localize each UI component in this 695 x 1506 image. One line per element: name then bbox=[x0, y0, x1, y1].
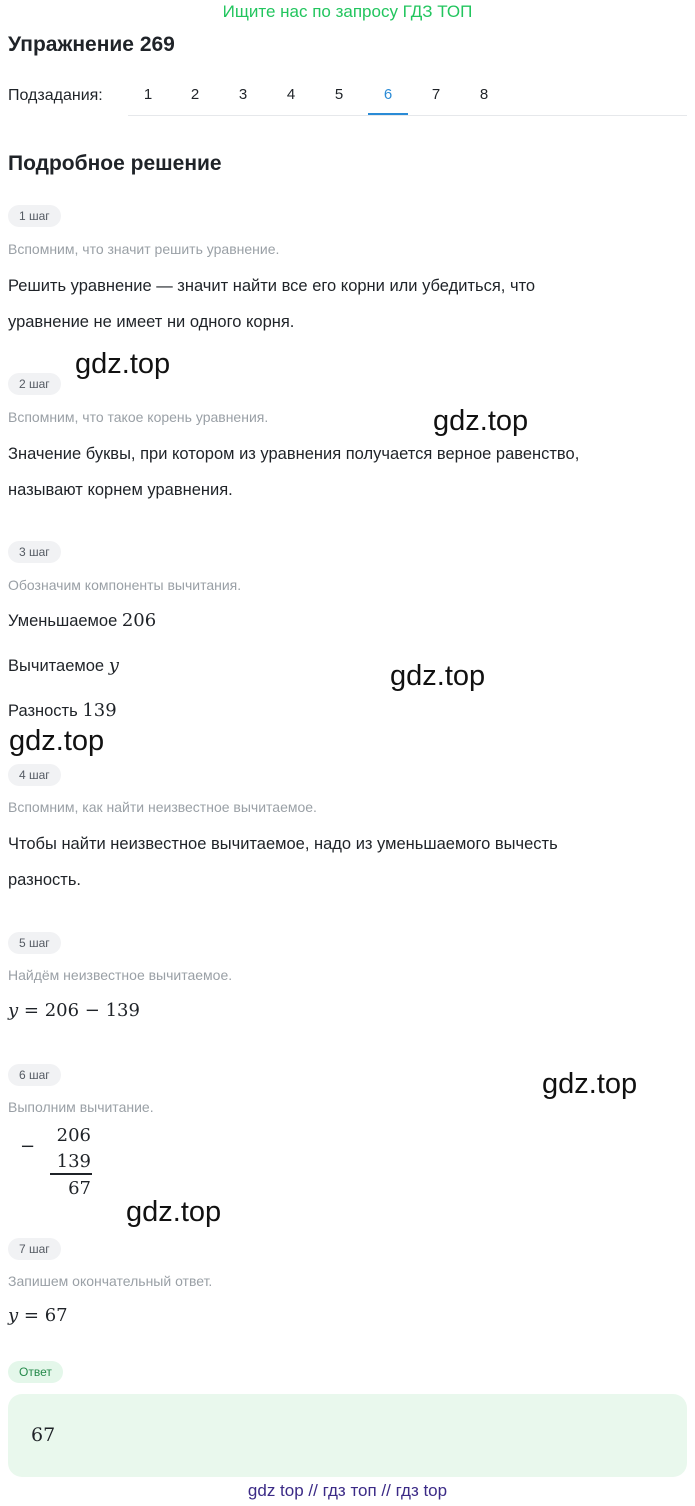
step-hint: Обозначим компоненты вычитания. bbox=[8, 577, 242, 593]
tabs-divider bbox=[128, 115, 687, 116]
step-hint: Запишем окончательный ответ. bbox=[8, 1273, 213, 1289]
equation bbox=[8, 1298, 668, 1334]
tab-subtask-5[interactable]: 5 bbox=[334, 86, 344, 103]
step-text-line: называют корнем уравнения. bbox=[8, 481, 233, 499]
component-value: 206 bbox=[121, 610, 157, 631]
column-underline bbox=[50, 1173, 92, 1175]
watermark: gdz.top bbox=[75, 348, 171, 380]
answer-badge: Ответ bbox=[8, 1361, 63, 1383]
column-result: 67 bbox=[68, 1178, 91, 1199]
component-row bbox=[8, 693, 668, 729]
watermark: gdz.top bbox=[390, 660, 486, 692]
step-text-line: Значение буквы, при котором из уравнения получается верное равенство, bbox=[8, 445, 580, 463]
component-label: Разность bbox=[8, 702, 78, 720]
step-badge: 3 шаг bbox=[8, 541, 61, 563]
watermark: gdz.top bbox=[542, 1068, 638, 1100]
step-badge: 2 шаг bbox=[8, 373, 61, 395]
equation-rhs: = 67 bbox=[23, 1305, 68, 1326]
step-badge: 6 шаг bbox=[8, 1064, 61, 1086]
step-text-line: Чтобы найти неизвестное вычитаемое, надо из уменьшаемого вычесть bbox=[8, 835, 558, 853]
tab-subtask-2[interactable]: 2 bbox=[190, 86, 200, 103]
watermark: gdz.top bbox=[126, 1196, 222, 1228]
solution-title: Подробное решение bbox=[8, 152, 222, 175]
step-badge: 1 шаг bbox=[8, 205, 61, 227]
subtasks-label: Подзадания: bbox=[8, 87, 103, 104]
step-text-line: разность. bbox=[8, 871, 82, 889]
step-badge: 4 шаг bbox=[8, 764, 61, 786]
column-minus-sign: − bbox=[20, 1136, 36, 1157]
component-row bbox=[8, 648, 668, 684]
answer-box bbox=[8, 1394, 687, 1477]
page-title: Упражнение 269 bbox=[8, 33, 175, 56]
tab-subtask-4[interactable]: 4 bbox=[286, 86, 296, 103]
equation-rhs: = 206 − 139 bbox=[23, 1000, 140, 1021]
column-minuend: 206 bbox=[56, 1125, 91, 1146]
component-label: Вычитаемое bbox=[8, 657, 105, 675]
tab-subtask-1[interactable]: 1 bbox=[143, 86, 153, 103]
step-badge: 7 шаг bbox=[8, 1238, 61, 1260]
step-hint: Вспомним, как найти неизвестное вычитаемое. bbox=[8, 799, 317, 815]
component-label: Уменьшаемое bbox=[8, 612, 118, 630]
step-hint: Выполним вычитание. bbox=[8, 1099, 154, 1115]
top-banner-link[interactable]: Ищите нас по запросу ГДЗ ТОП bbox=[222, 2, 473, 21]
equation-variable: y bbox=[8, 1000, 19, 1021]
step-badge: 5 шаг bbox=[8, 932, 61, 954]
answer-value: 67 bbox=[31, 1424, 56, 1446]
footer-links[interactable]: gdz top // гдз топ // гдз top bbox=[247, 1481, 448, 1500]
component-value: y bbox=[108, 655, 119, 676]
equation-variable: y bbox=[8, 1305, 19, 1326]
component-row bbox=[8, 603, 668, 639]
step-hint: Вспомним, что значит решить уравнение. bbox=[8, 241, 280, 257]
tab-subtask-3[interactable]: 3 bbox=[238, 86, 248, 103]
watermark: gdz.top bbox=[9, 725, 105, 757]
step-text-line: Решить уравнение — значит найти все его корни или убедиться, что bbox=[8, 277, 536, 295]
tab-subtask-7[interactable]: 7 bbox=[431, 86, 441, 103]
component-value: 139 bbox=[82, 700, 117, 721]
tab-subtask-8[interactable]: 8 bbox=[479, 86, 489, 103]
step-text-line: уравнение не имеет ни одного корня. bbox=[8, 313, 295, 331]
column-subtrahend: 139 bbox=[56, 1151, 91, 1172]
active-tab-indicator bbox=[368, 113, 408, 115]
equation bbox=[8, 993, 668, 1029]
step-hint: Вспомним, что такое корень уравнения. bbox=[8, 409, 269, 425]
tab-subtask-6[interactable]: 6 bbox=[383, 86, 393, 103]
step-hint: Найдём неизвестное вычитаемое. bbox=[8, 967, 233, 983]
watermark: gdz.top bbox=[433, 405, 529, 437]
